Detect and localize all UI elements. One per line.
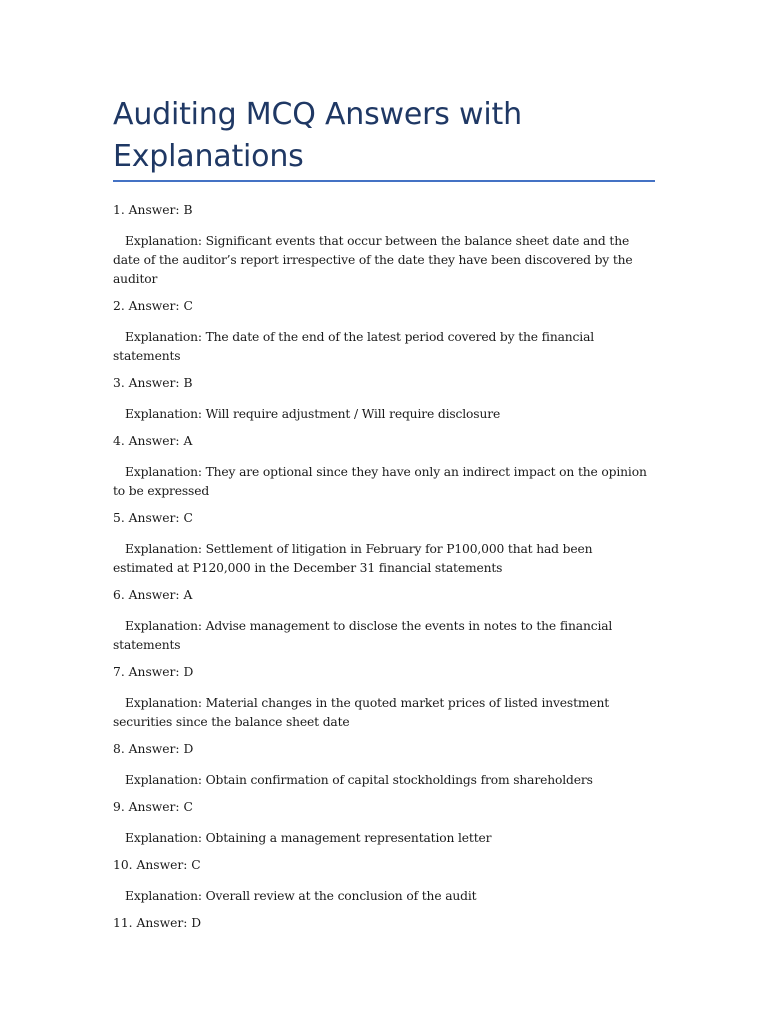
answer-item: [113, 797, 655, 848]
answer-line: 3. Answer: B: [113, 376, 193, 390]
answer-item: [113, 662, 655, 732]
answer-item: [113, 200, 655, 289]
answer-item: [113, 508, 655, 578]
explanation-text: Explanation: Settlement of litigation in February for P100,000 that had been estimated at P120,000 in the December 31 financial statements: [113, 542, 593, 575]
answer-item: [113, 585, 655, 655]
explanation-text: Explanation: They are optional since they have only an indirect impact on the opinion to be expressed: [113, 465, 647, 498]
page-title: Auditing MCQ Answers with Explanations: [113, 97, 522, 174]
explanation-text: Explanation: Obtain confirmation of capital stockholdings from shareholders: [125, 773, 593, 787]
answer-line: 4. Answer: A: [113, 434, 193, 448]
answer-line: 8. Answer: D: [113, 742, 194, 756]
explanation-text: Explanation: Significant events that occur between the balance sheet date and the date of the auditor’s report irrespective of the date they have been discovered by the auditor: [113, 234, 633, 286]
answer-line: 9. Answer: C: [113, 800, 193, 814]
answer-line: 11. Answer: D: [113, 916, 202, 930]
explanation-text: Explanation: Advise management to disclose the events in notes to the financial statements: [113, 619, 613, 652]
explanation-text: Explanation: Obtaining a management representation letter: [125, 831, 492, 845]
answer-item: [113, 913, 655, 933]
answer-item: [113, 373, 655, 424]
answer-item: [113, 855, 655, 906]
answer-line: 6. Answer: A: [113, 588, 193, 602]
answer-line: 1. Answer: B: [113, 203, 193, 217]
answer-line: 7. Answer: D: [113, 665, 194, 679]
answer-line: 10. Answer: C: [113, 858, 201, 872]
answer-item: [113, 296, 655, 366]
explanation-text: Explanation: The date of the end of the latest period covered by the financial statements: [113, 330, 595, 363]
answer-line: 5. Answer: C: [113, 511, 193, 525]
answer-item: [113, 431, 655, 501]
explanation-text: Explanation: Will require adjustment / Will require disclosure: [125, 407, 501, 421]
explanation-text: Explanation: Overall review at the conclusion of the audit: [125, 889, 477, 903]
explanation-text: Explanation: Material changes in the quoted market prices of listed investment securities since the balance sheet date: [113, 696, 610, 729]
answer-line: 2. Answer: C: [113, 299, 193, 313]
answer-item: [113, 739, 655, 790]
answer-list: [113, 200, 655, 933]
title-underline-divider: [113, 180, 655, 182]
